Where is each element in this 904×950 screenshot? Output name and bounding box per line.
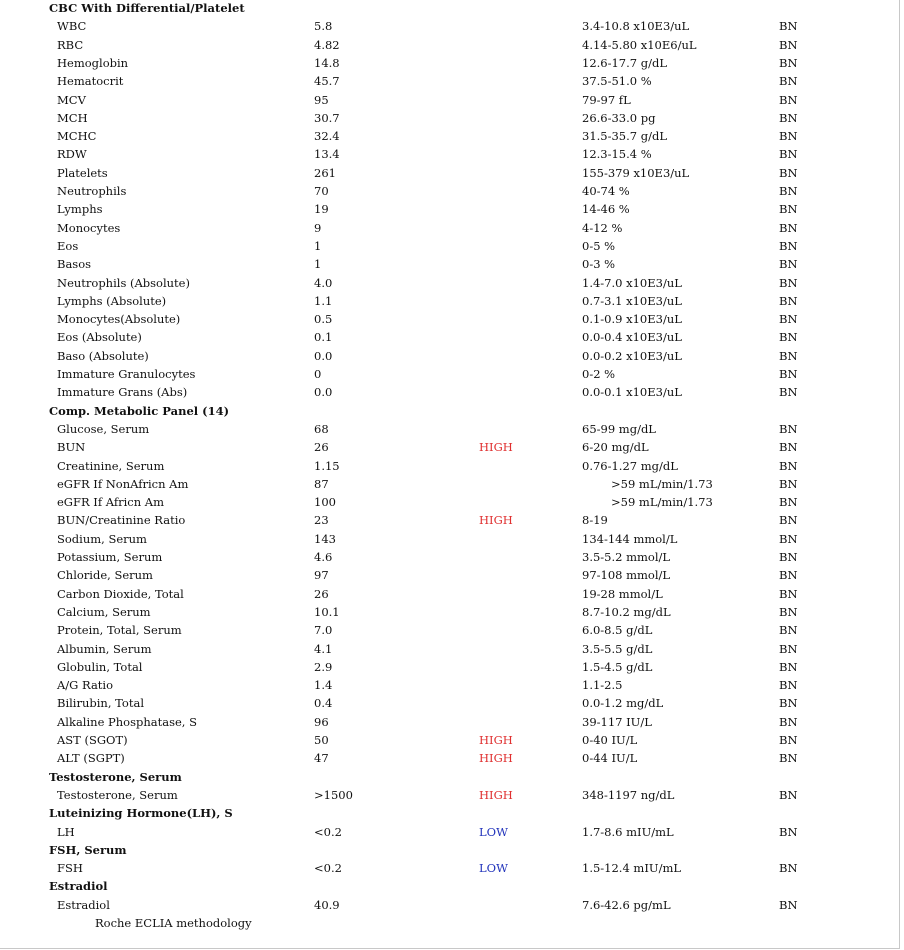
reference-range: 4.14-5.80 x10E6/uL bbox=[582, 37, 697, 52]
reference-range: 14-46 % bbox=[582, 202, 630, 217]
lab-code: BN bbox=[779, 513, 798, 528]
test-name: Lymphs (Absolute) bbox=[57, 293, 167, 308]
result-value: 19 bbox=[314, 202, 329, 217]
reference-range: 31.5-35.7 g/dL bbox=[582, 129, 667, 144]
lab-code: BN bbox=[779, 330, 798, 345]
lab-code: BN bbox=[779, 367, 798, 381]
result-value: 45.7 bbox=[314, 74, 340, 89]
result-row bbox=[0, 786, 899, 804]
test-name: Immature Grans (Abs) bbox=[57, 385, 188, 400]
reference-range: 0-5 % bbox=[582, 238, 616, 253]
reference-range: >59 mL/min/1.73 bbox=[611, 495, 713, 510]
reference-range: 0-44 IU/L bbox=[582, 751, 638, 766]
test-name: Bilirubin, Total bbox=[57, 696, 145, 711]
test-name: Hematocrit bbox=[57, 74, 124, 89]
result-row bbox=[0, 200, 899, 218]
lab-code: BN bbox=[779, 531, 798, 546]
result-row bbox=[0, 127, 899, 145]
lab-code: BN bbox=[779, 202, 798, 217]
section-header bbox=[0, 877, 899, 895]
result-value: 2.9 bbox=[314, 659, 333, 674]
reference-range: 0-3 % bbox=[582, 257, 616, 272]
result-row bbox=[0, 658, 899, 676]
reference-range: 0-40 IU/L bbox=[582, 733, 638, 747]
reference-range: 12.6-17.7 g/dL bbox=[582, 55, 667, 70]
reference-range: >59 mL/min/1.73 bbox=[611, 476, 713, 491]
test-name: LH bbox=[57, 824, 75, 839]
lab-code: BN bbox=[779, 55, 798, 70]
result-value: 30.7 bbox=[314, 110, 340, 125]
result-value: 96 bbox=[314, 714, 329, 729]
lab-code: BN bbox=[779, 659, 798, 674]
result-value: 32.4 bbox=[314, 129, 340, 144]
lab-code: BN bbox=[779, 147, 798, 162]
result-value: 0.1 bbox=[314, 330, 333, 345]
test-name: eGFR If NonAfricn Am bbox=[57, 476, 189, 491]
result-row bbox=[0, 585, 899, 603]
result-value: 70 bbox=[314, 184, 329, 198]
result-row bbox=[0, 219, 899, 237]
lab-code: BN bbox=[779, 92, 798, 107]
result-row bbox=[0, 713, 899, 731]
reference-range: 37.5-51.0 % bbox=[582, 74, 652, 89]
result-row bbox=[0, 420, 899, 438]
result-value: 5.8 bbox=[314, 19, 333, 34]
test-name: Calcium, Serum bbox=[57, 604, 151, 619]
reference-range: 1.4-7.0 x10E3/uL bbox=[582, 275, 682, 290]
test-name: Baso (Absolute) bbox=[57, 348, 149, 363]
result-value: 100 bbox=[314, 495, 336, 510]
result-value: <0.2 bbox=[314, 861, 342, 876]
lab-code: BN bbox=[779, 275, 798, 290]
test-name: AST (SGOT) bbox=[57, 733, 128, 747]
test-name: FSH bbox=[57, 861, 83, 876]
result-row bbox=[0, 566, 899, 584]
section-header bbox=[0, 768, 899, 786]
result-value: 26 bbox=[314, 440, 329, 455]
result-value: 4.6 bbox=[314, 550, 333, 564]
result-row bbox=[0, 548, 899, 566]
result-value: <0.2 bbox=[314, 824, 342, 839]
result-value: 0.5 bbox=[314, 312, 333, 327]
result-value: 68 bbox=[314, 421, 329, 436]
result-value: 13.4 bbox=[314, 147, 340, 162]
lab-code: BN bbox=[779, 220, 798, 235]
test-name: Eos (Absolute) bbox=[57, 330, 142, 345]
test-name: A/G Ratio bbox=[57, 678, 114, 693]
test-name: Globulin, Total bbox=[57, 659, 143, 674]
reference-range: 155-379 x10E3/uL bbox=[582, 165, 690, 180]
section-title: Luteinizing Hormone(LH), S bbox=[49, 806, 233, 821]
lab-code: BN bbox=[779, 568, 798, 583]
result-value: 23 bbox=[314, 513, 329, 528]
result-row bbox=[0, 530, 899, 548]
result-value: 4.0 bbox=[314, 275, 333, 290]
result-row bbox=[0, 310, 899, 328]
lab-code: BN bbox=[779, 129, 798, 144]
test-name: eGFR If Africn Am bbox=[57, 495, 164, 510]
lab-code: BN bbox=[779, 184, 798, 198]
reference-range: 0.0-0.2 x10E3/uL bbox=[582, 348, 682, 363]
result-row bbox=[0, 475, 899, 493]
lab-code: BN bbox=[779, 312, 798, 327]
reference-range: 12.3-15.4 % bbox=[582, 147, 652, 162]
section-header bbox=[0, 804, 899, 822]
test-name: Albumin, Serum bbox=[57, 641, 152, 656]
test-name: Potassium, Serum bbox=[57, 550, 163, 564]
reference-range: 19-28 mmol/L bbox=[582, 586, 663, 601]
lab-code: BN bbox=[779, 476, 798, 491]
result-row bbox=[0, 347, 899, 365]
test-name: Lymphs bbox=[57, 202, 103, 217]
test-name: Immature Granulocytes bbox=[57, 367, 196, 381]
lab-code: BN bbox=[779, 678, 798, 693]
lab-code: BN bbox=[779, 257, 798, 272]
test-name: Sodium, Serum bbox=[57, 531, 147, 546]
reference-range: 8-19 bbox=[582, 513, 608, 528]
lab-code: BN bbox=[779, 604, 798, 619]
result-row bbox=[0, 676, 899, 694]
reference-range: 65-99 mg/dL bbox=[582, 421, 656, 436]
result-value: 1 bbox=[314, 238, 322, 253]
result-value: 4.82 bbox=[314, 37, 340, 52]
test-name: Protein, Total, Serum bbox=[57, 623, 182, 638]
result-value: 4.1 bbox=[314, 641, 333, 656]
reference-range: 0.0-1.2 mg/dL bbox=[582, 696, 664, 711]
result-row bbox=[0, 36, 899, 54]
test-name: WBC bbox=[57, 19, 87, 34]
test-name: Neutrophils bbox=[57, 184, 127, 198]
method-note-row bbox=[0, 914, 899, 932]
section-title: Testosterone, Serum bbox=[49, 769, 182, 784]
result-row bbox=[0, 621, 899, 639]
reference-range: 1.7-8.6 mIU/mL bbox=[582, 824, 674, 839]
result-value: 1.1 bbox=[314, 293, 333, 308]
result-row bbox=[0, 749, 899, 767]
section-header bbox=[0, 402, 899, 420]
lab-code: BN bbox=[779, 586, 798, 601]
lab-code: BN bbox=[779, 623, 798, 638]
result-row bbox=[0, 182, 899, 200]
result-row bbox=[0, 511, 899, 529]
test-name: RDW bbox=[57, 147, 87, 162]
result-value: 0.0 bbox=[314, 348, 333, 363]
result-flag: LOW bbox=[479, 824, 508, 839]
reference-range: 6-20 mg/dL bbox=[582, 440, 649, 455]
reference-range: 0.0-0.1 x10E3/uL bbox=[582, 385, 682, 400]
reference-range: 0.1-0.9 x10E3/uL bbox=[582, 312, 682, 327]
test-name: Glucose, Serum bbox=[57, 421, 150, 436]
result-row bbox=[0, 365, 899, 383]
lab-code: BN bbox=[779, 421, 798, 436]
result-row bbox=[0, 328, 899, 346]
result-flag: HIGH bbox=[479, 733, 513, 747]
test-name: Chloride, Serum bbox=[57, 568, 153, 583]
reference-range: 1.1-2.5 bbox=[582, 678, 623, 693]
test-name: RBC bbox=[57, 37, 84, 52]
lab-code: BN bbox=[779, 37, 798, 52]
result-row bbox=[0, 255, 899, 273]
lab-code: BN bbox=[779, 824, 798, 839]
lab-code: BN bbox=[779, 385, 798, 400]
result-row bbox=[0, 237, 899, 255]
section-header bbox=[0, 841, 899, 859]
lab-code: BN bbox=[779, 348, 798, 363]
lab-code: BN bbox=[779, 110, 798, 125]
reference-range: 79-97 fL bbox=[582, 92, 631, 107]
lab-code: BN bbox=[779, 696, 798, 711]
result-value: 40.9 bbox=[314, 897, 340, 912]
reference-range: 3.5-5.2 mmol/L bbox=[582, 550, 671, 564]
test-name: Testosterone, Serum bbox=[57, 787, 178, 802]
section-title: Comp. Metabolic Panel (14) bbox=[49, 403, 230, 418]
result-row bbox=[0, 145, 899, 163]
test-name: BUN bbox=[57, 440, 86, 455]
result-row bbox=[0, 383, 899, 401]
test-name: ALT (SGPT) bbox=[57, 751, 125, 766]
result-value: 0.4 bbox=[314, 696, 333, 711]
reference-range: 26.6-33.0 pg bbox=[582, 110, 656, 125]
test-name: Basos bbox=[57, 257, 92, 272]
lab-code: BN bbox=[779, 751, 798, 766]
test-name: Estradiol bbox=[57, 897, 110, 912]
result-row bbox=[0, 859, 899, 877]
test-name: MCHC bbox=[57, 129, 97, 144]
test-name: Eos bbox=[57, 238, 79, 253]
section-title: CBC With Differential/Platelet bbox=[49, 1, 245, 15]
result-value: 0.0 bbox=[314, 385, 333, 400]
reference-range: 0-2 % bbox=[582, 367, 616, 381]
result-value: 10.1 bbox=[314, 604, 340, 619]
result-flag: HIGH bbox=[479, 751, 513, 766]
result-flag: HIGH bbox=[479, 787, 513, 802]
result-row bbox=[0, 72, 899, 90]
result-value: 50 bbox=[314, 733, 329, 747]
result-row bbox=[0, 493, 899, 511]
reference-range: 8.7-10.2 mg/dL bbox=[582, 604, 671, 619]
section-title: Estradiol bbox=[49, 879, 108, 894]
result-value: 261 bbox=[314, 165, 336, 180]
reference-range: 1.5-4.5 g/dL bbox=[582, 659, 653, 674]
reference-range: 1.5-12.4 mIU/mL bbox=[582, 861, 681, 876]
result-value: 26 bbox=[314, 586, 329, 601]
result-row bbox=[0, 438, 899, 456]
lab-code: BN bbox=[779, 74, 798, 89]
result-row bbox=[0, 823, 899, 841]
test-name: Monocytes bbox=[57, 220, 121, 235]
test-name: MCH bbox=[57, 110, 88, 125]
reference-range: 97-108 mmol/L bbox=[582, 568, 671, 583]
result-value: 7.0 bbox=[314, 623, 333, 638]
section-header bbox=[0, 0, 899, 17]
lab-code: BN bbox=[779, 641, 798, 656]
result-value: 47 bbox=[314, 751, 329, 766]
lab-code: BN bbox=[779, 787, 798, 802]
result-row bbox=[0, 274, 899, 292]
result-value: 97 bbox=[314, 568, 329, 583]
reference-range: 6.0-8.5 g/dL bbox=[582, 623, 653, 638]
result-flag: HIGH bbox=[479, 440, 513, 455]
reference-range: 0.0-0.4 x10E3/uL bbox=[582, 330, 682, 345]
result-value: 1 bbox=[314, 257, 322, 272]
test-name: Carbon Dioxide, Total bbox=[57, 586, 184, 601]
test-name: MCV bbox=[57, 92, 86, 107]
lab-code: BN bbox=[779, 19, 798, 34]
reference-range: 40-74 % bbox=[582, 184, 630, 198]
reference-range: 3.5-5.5 g/dL bbox=[582, 641, 653, 656]
result-row bbox=[0, 292, 899, 310]
reference-range: 134-144 mmol/L bbox=[582, 531, 678, 546]
lab-code: BN bbox=[779, 733, 798, 747]
reference-range: 7.6-42.6 pg/mL bbox=[582, 897, 671, 912]
result-value: 143 bbox=[314, 531, 336, 546]
test-name: Neutrophils (Absolute) bbox=[57, 275, 190, 290]
result-value: 14.8 bbox=[314, 55, 340, 70]
result-row bbox=[0, 17, 899, 35]
result-flag: LOW bbox=[479, 861, 508, 876]
lab-code: BN bbox=[779, 714, 798, 729]
lab-code: BN bbox=[779, 238, 798, 253]
method-note: Roche ECLIA methodology bbox=[95, 916, 252, 930]
result-row bbox=[0, 457, 899, 475]
result-value: 1.4 bbox=[314, 678, 333, 693]
reference-range: 348-1197 ng/dL bbox=[582, 787, 675, 802]
reference-range: 4-12 % bbox=[582, 220, 623, 235]
lab-code: BN bbox=[779, 495, 798, 510]
lab-code: BN bbox=[779, 897, 798, 912]
result-row bbox=[0, 109, 899, 127]
result-value: 95 bbox=[314, 92, 329, 107]
test-name: Alkaline Phosphatase, S bbox=[57, 714, 197, 729]
lab-code: BN bbox=[779, 458, 798, 473]
result-row bbox=[0, 164, 899, 182]
result-value: >1500 bbox=[314, 787, 353, 802]
result-flag: HIGH bbox=[479, 513, 513, 528]
reference-range: 3.4-10.8 x10E3/uL bbox=[582, 19, 690, 34]
result-row bbox=[0, 640, 899, 658]
lab-code: BN bbox=[779, 550, 798, 564]
result-value: 1.15 bbox=[314, 458, 340, 473]
result-row bbox=[0, 694, 899, 712]
test-name: Monocytes(Absolute) bbox=[57, 312, 181, 327]
result-row bbox=[0, 91, 899, 109]
result-value: 87 bbox=[314, 476, 329, 491]
lab-code: BN bbox=[779, 293, 798, 308]
result-row bbox=[0, 731, 899, 749]
test-name: BUN/Creatinine Ratio bbox=[57, 513, 186, 528]
lab-code: BN bbox=[779, 165, 798, 180]
lab-code: BN bbox=[779, 440, 798, 455]
test-name: Creatinine, Serum bbox=[57, 458, 165, 473]
result-row bbox=[0, 603, 899, 621]
reference-range: 0.7-3.1 x10E3/uL bbox=[582, 293, 682, 308]
result-value: 0 bbox=[314, 367, 322, 381]
test-name: Platelets bbox=[57, 165, 108, 180]
result-row bbox=[0, 54, 899, 72]
result-row bbox=[0, 896, 899, 914]
test-name: Hemoglobin bbox=[57, 55, 129, 70]
section-title: FSH, Serum bbox=[49, 842, 127, 857]
lab-code: BN bbox=[779, 861, 798, 876]
reference-range: 39-117 IU/L bbox=[582, 714, 652, 729]
result-value: 9 bbox=[314, 220, 322, 235]
reference-range: 0.76-1.27 mg/dL bbox=[582, 458, 678, 473]
